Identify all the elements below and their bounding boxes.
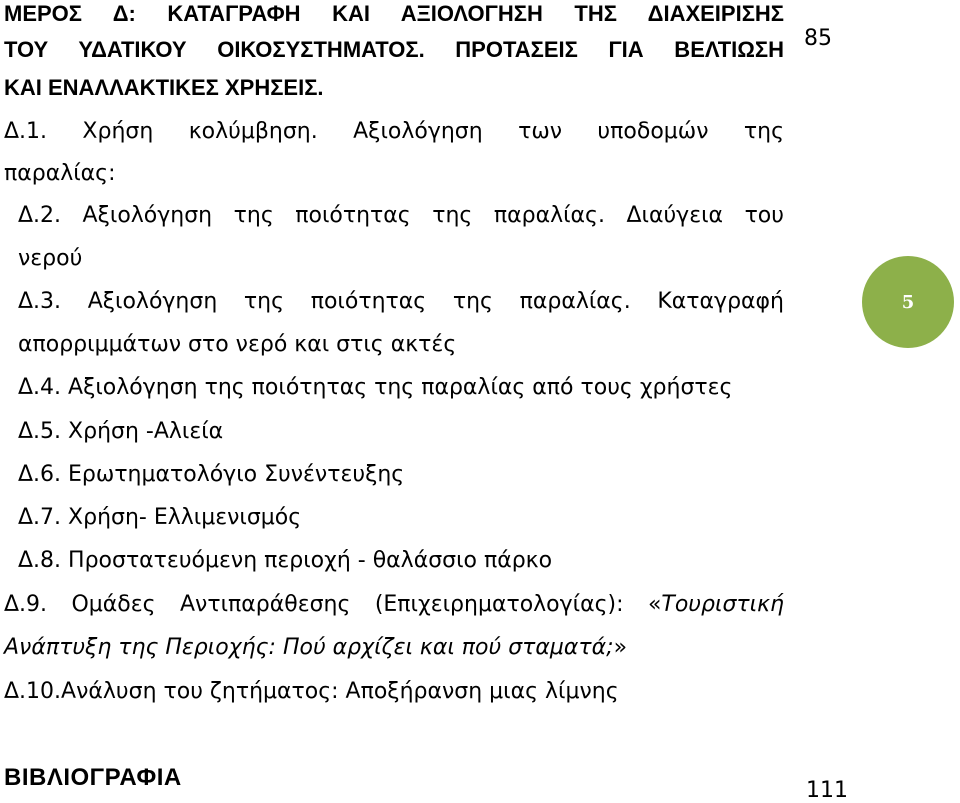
entry-d9-line-2[interactable] [4,634,784,662]
entry-d9-italic-2: Ανάπτυξη της Περιοχής: Πού αρχίζει και πού σταματά; [4,635,614,660]
entry-d6[interactable]: Δ.6. Ερωτηματολόγιο Συνέντευξης [18,462,405,487]
entry-d3-line-2[interactable]: απορριμμάτων στο νερό και στις ακτές [18,332,457,357]
entry-d9-line-1[interactable] [4,591,784,619]
bibliography-heading[interactable]: ΒΙΒΛΙΟΓΡΑΦΙΑ [4,764,182,791]
entry-d1-line-1[interactable]: Δ.1. Χρήση κολύμβηση. Αξιολόγηση των υποδομών της [4,119,784,144]
chapter-marker-circle [862,256,954,348]
page-number-111: 111 [806,778,848,803]
entry-d2-line-1[interactable]: Δ.2. Αξιολόγηση της ποιότητας της παραλίας. Διαύγεια του [18,203,784,228]
entry-d7[interactable]: Δ.7. Χρήση- Ελλιμενισμός [18,505,302,530]
entry-d4[interactable]: Δ.4. Αξιολόγηση της ποιότητας της παραλίας από τους χρήστες [18,375,733,400]
entry-d1-line-2[interactable]: παραλίας: [4,161,116,186]
section-title-line-3: ΚΑΙ ΕΝΑΛΛΑΚΤΙΚΕΣ ΧΡΗΣΕΙΣ. [4,75,324,100]
section-title-line-2: ΤΟΥ ΥΔΑΤΙΚΟΥ ΟΙΚΟΣΥΣΤΗΜΑΤΟΣ. ΠΡΟΤΑΣΕΙΣ ΓΙΑ ΒΕΛΤΙΩΣΗ [4,37,784,62]
entry-d2-line-2[interactable]: νερού [18,246,83,271]
section-title-line-1: ΜΕΡΟΣ Δ: ΚΑΤΑΓΡΑΦΗ ΚΑΙ ΑΞΙΟΛΟΓΗΣΗ ΤΗΣ ΔΙΑΧΕΙΡΙΣΗΣ [4,1,784,26]
entry-d8[interactable]: Δ.8. Προστατευόμενη περιοχή - θαλάσσιο πάρκο [18,548,553,573]
page-number-85: 85 [804,26,832,51]
entry-d9-italic-1: Τουριστική [661,592,784,617]
entry-d3-line-1[interactable]: Δ.3. Αξιολόγηση της ποιότητας της παραλίας. Καταγραφή [18,289,784,314]
entry-d10[interactable]: Δ.10.Ανάλυση του ζητήματος: Αποξήρανση μιας λίμνης [4,679,619,704]
chapter-marker-number: 5 [901,291,915,313]
entry-d5[interactable]: Δ.5. Χρήση -Αλιεία [18,419,224,444]
entry-d9-suffix: » [613,635,628,660]
entry-d9-prefix: Δ.9. Ομάδες Αντιπαράθεσης (Επιχειρηματολογίας): « [4,592,662,617]
